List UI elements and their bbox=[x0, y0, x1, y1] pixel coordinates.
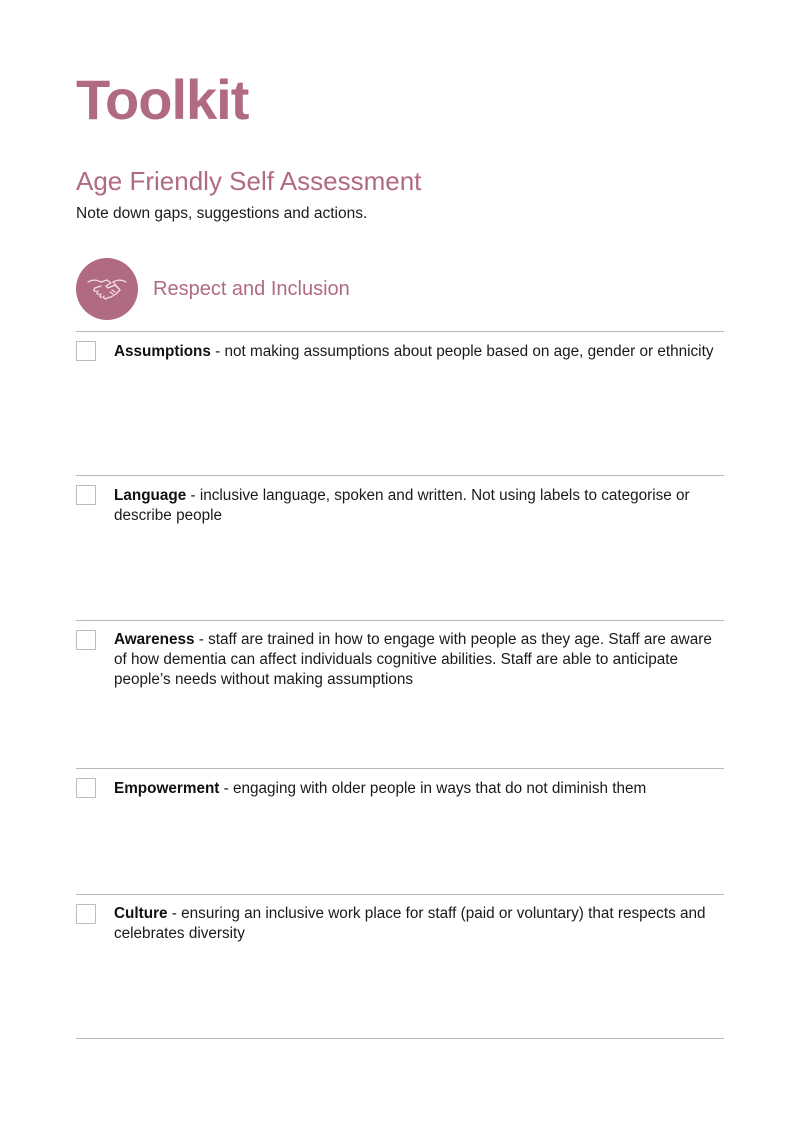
separator: - bbox=[219, 780, 234, 797]
divider bbox=[76, 768, 724, 769]
page-title: Toolkit bbox=[76, 68, 249, 131]
item-term: Language bbox=[114, 487, 187, 504]
item-text bbox=[114, 779, 726, 799]
divider bbox=[76, 1038, 724, 1039]
category-label: Respect and Inclusion bbox=[153, 277, 350, 300]
item-text bbox=[114, 486, 726, 526]
checkbox[interactable] bbox=[76, 485, 96, 505]
item-text bbox=[114, 342, 726, 362]
item-term: Empowerment bbox=[114, 780, 220, 797]
item-description: inclusive language, spoken and written. Not using labels to categorise or describe people bbox=[114, 487, 690, 524]
divider bbox=[76, 331, 724, 332]
category-header bbox=[76, 258, 350, 320]
separator: - bbox=[210, 343, 225, 360]
handshake-icon bbox=[76, 258, 138, 320]
subtitle: Note down gaps, suggestions and actions. bbox=[76, 205, 368, 222]
separator: - bbox=[167, 905, 182, 922]
item-description: engaging with older people in ways that do not diminish them bbox=[233, 780, 647, 797]
checkbox[interactable] bbox=[76, 630, 96, 650]
divider bbox=[76, 894, 724, 895]
divider bbox=[76, 475, 724, 476]
item-text bbox=[114, 630, 726, 690]
checkbox[interactable] bbox=[76, 341, 96, 361]
item-term: Awareness bbox=[114, 631, 195, 648]
checkbox[interactable] bbox=[76, 904, 96, 924]
item-description: ensuring an inclusive work place for staff (paid or voluntary) that respects and celebrates diversity bbox=[114, 905, 706, 942]
item-term: Assumptions bbox=[114, 343, 211, 360]
item-description: staff are trained in how to engage with people as they age. Staff are aware of how dementia can affect individuals cognitive abilities. Staff are able to anticipate people’s needs without making assumptions bbox=[114, 631, 712, 688]
divider bbox=[76, 620, 724, 621]
section-title: Age Friendly Self Assessment bbox=[76, 166, 422, 196]
item-text bbox=[114, 904, 726, 944]
item-description: not making assumptions about people based on age, gender or ethnicity bbox=[224, 343, 714, 360]
separator: - bbox=[194, 631, 209, 648]
item-term: Culture bbox=[114, 905, 168, 922]
checkbox[interactable] bbox=[76, 778, 96, 798]
separator: - bbox=[186, 487, 200, 504]
